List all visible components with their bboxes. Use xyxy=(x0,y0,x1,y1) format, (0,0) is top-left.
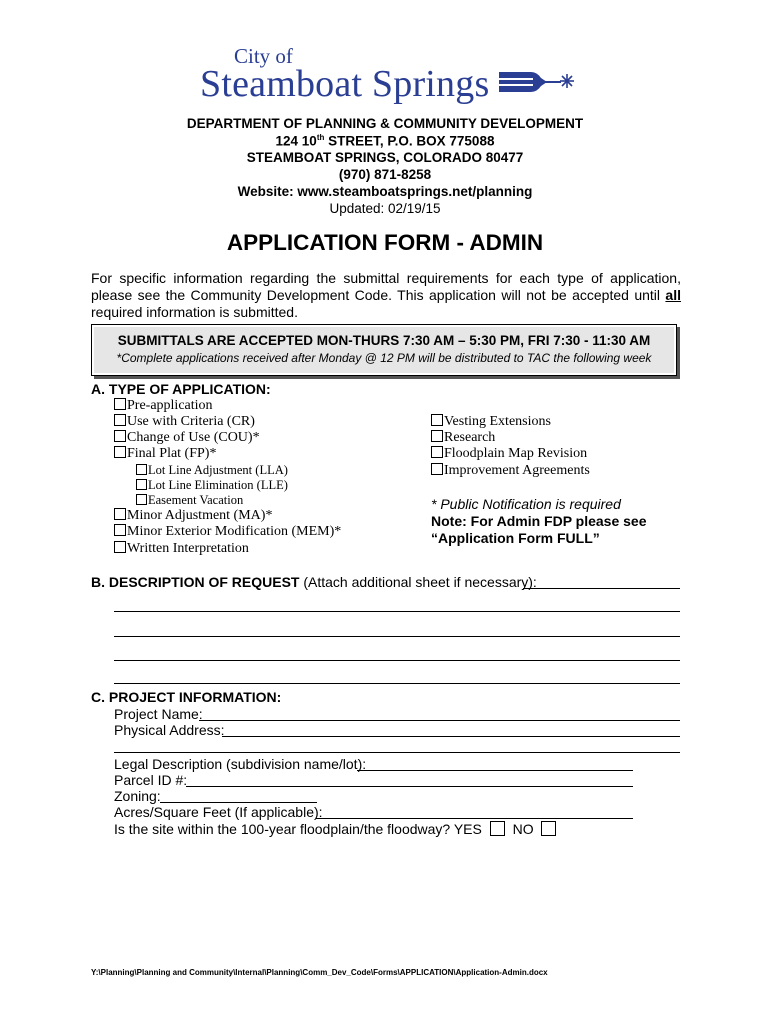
legal-description-field[interactable] xyxy=(357,770,633,771)
checkbox[interactable] xyxy=(114,398,126,410)
checkbox[interactable] xyxy=(114,541,126,553)
parcel-id-field[interactable] xyxy=(186,786,633,787)
acres-label: Acres/Square Feet (If applicable): xyxy=(114,804,323,820)
logo-emblem-icon xyxy=(497,68,579,98)
checkbox[interactable] xyxy=(136,464,147,475)
admin-fdp-note-form: “Application Form FULL” xyxy=(431,530,600,546)
submittal-notice-box xyxy=(91,324,677,376)
physical-address-field-line-2[interactable] xyxy=(114,752,680,753)
public-notification-note: * Public Notification is required xyxy=(431,496,621,512)
option-vesting-extensions[interactable]: Vesting Extensions xyxy=(431,414,551,430)
option-floodplain-map-revision[interactable]: Floodplain Map Revision xyxy=(431,446,587,462)
legal-description-label: Legal Description (subdivision name/lot): xyxy=(114,756,367,772)
floodplain-question: Is the site within the 100-year floodplain/the floodway? YES NO xyxy=(114,821,557,837)
checkbox[interactable] xyxy=(136,479,147,490)
option-improvement-agreements[interactable]: Improvement Agreements xyxy=(431,463,590,479)
file-path-footer: Y:\Planning\Planning and Community\Internal\Planning\Comm_Dev_Code\Forms\APPLICATION\Application-Admin.docx xyxy=(91,968,548,977)
physical-address-label: Physical Address: xyxy=(114,722,225,738)
option-lot-line-elimination[interactable]: Lot Line Elimination (LLE) xyxy=(136,478,288,493)
section-b-heading: B. DESCRIPTION OF REQUEST (Attach additional sheet if necessary): xyxy=(91,574,537,590)
street-address: 124 10th STREET, P.O. BOX 775088 xyxy=(275,133,495,149)
description-line[interactable] xyxy=(114,636,680,637)
updated-date: Updated: 02/19/15 xyxy=(329,201,441,216)
checkbox[interactable] xyxy=(431,430,443,442)
checkbox[interactable] xyxy=(431,446,443,458)
section-c-heading: C. PROJECT INFORMATION: xyxy=(91,689,282,705)
option-minor-exterior-modification[interactable]: Minor Exterior Modification (MEM)* xyxy=(114,524,341,540)
option-final-plat[interactable]: Final Plat (FP)* xyxy=(114,446,216,462)
form-title: APPLICATION FORM - ADMIN xyxy=(226,230,544,255)
city-address: STEAMBOAT SPRINGS, COLORADO 80477 xyxy=(246,150,524,165)
checkbox[interactable] xyxy=(114,414,126,426)
logo-city-of: City of xyxy=(234,44,293,68)
physical-address-field[interactable] xyxy=(222,736,680,737)
checkbox[interactable] xyxy=(431,414,443,426)
option-pre-application[interactable]: Pre-application xyxy=(114,398,213,414)
checkbox[interactable] xyxy=(114,446,126,458)
floodplain-no-checkbox[interactable] xyxy=(541,821,556,836)
option-written-interpretation[interactable]: Written Interpretation xyxy=(114,541,249,557)
option-minor-adjustment[interactable]: Minor Adjustment (MA)* xyxy=(114,508,272,524)
checkbox[interactable] xyxy=(114,508,126,520)
checkbox[interactable] xyxy=(114,430,126,442)
website: Website: www.steamboatsprings.net/planning xyxy=(237,184,533,199)
section-a-heading: A. TYPE OF APPLICATION: xyxy=(91,381,271,397)
checkbox[interactable] xyxy=(431,463,443,475)
project-name-field[interactable] xyxy=(199,720,680,721)
intro-paragraph: For specific information regarding the submittal requirements for each type of application, please see the Community Development Code. This application will not be accepted until all required information is submitted. xyxy=(91,270,681,320)
submittal-note: *Complete applications received after Monday @ 12 PM will be distributed to TAC the following week xyxy=(116,351,652,365)
zoning-field[interactable] xyxy=(160,802,317,803)
logo-name: Steamboat Springs xyxy=(200,63,490,105)
admin-fdp-note: Note: For Admin FDP please see xyxy=(431,513,647,529)
phone-number: (970) 871-8258 xyxy=(338,167,432,182)
description-line[interactable] xyxy=(114,611,680,612)
option-change-of-use[interactable]: Change of Use (COU)* xyxy=(114,430,260,446)
description-line[interactable] xyxy=(523,588,680,589)
project-name-label: Project Name: xyxy=(114,706,203,722)
description-line[interactable] xyxy=(114,683,680,684)
parcel-id-label: Parcel ID #: xyxy=(114,772,188,788)
checkbox[interactable] xyxy=(114,524,126,536)
zoning-label: Zoning: xyxy=(114,788,161,804)
option-research[interactable]: Research xyxy=(431,430,495,446)
option-use-with-criteria[interactable]: Use with Criteria (CR) xyxy=(114,414,255,430)
department-name: DEPARTMENT OF PLANNING & COMMUNITY DEVELOPMENT xyxy=(186,116,584,131)
option-easement-vacation[interactable]: Easement Vacation xyxy=(136,493,243,508)
floodplain-yes-checkbox[interactable] xyxy=(490,821,505,836)
description-line[interactable] xyxy=(114,660,680,661)
submittal-hours: SUBMITTALS ARE ACCEPTED MON-THURS 7:30 AM – 5:30 PM, FRI 7:30 - 11:30 AM xyxy=(117,333,651,348)
option-lot-line-adjustment[interactable]: Lot Line Adjustment (LLA) xyxy=(136,463,288,478)
acres-field[interactable] xyxy=(316,818,633,819)
checkbox[interactable] xyxy=(136,494,147,505)
